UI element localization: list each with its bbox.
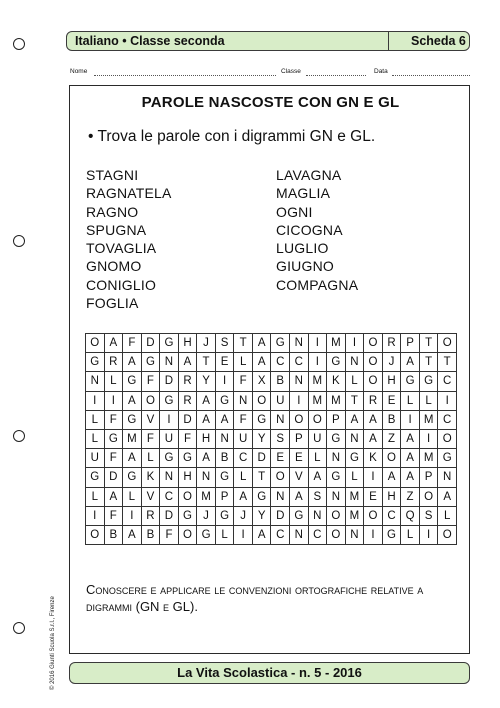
- grid-row: [86, 372, 457, 391]
- grid-cell[interactable]: G: [160, 391, 179, 410]
- grid-cell[interactable]: M: [419, 410, 438, 429]
- grid-cell[interactable]: G: [160, 334, 179, 353]
- word-list-left: [86, 166, 172, 312]
- grid-cell[interactable]: G: [123, 468, 142, 487]
- grid-cell[interactable]: A: [197, 410, 216, 429]
- grid-cell[interactable]: O: [364, 353, 383, 372]
- grid-cell[interactable]: C: [382, 506, 401, 525]
- grid-cell[interactable]: A: [345, 410, 364, 429]
- grid-cell[interactable]: G: [197, 525, 216, 544]
- grid-cell[interactable]: P: [327, 410, 346, 429]
- grid-cell[interactable]: X: [252, 372, 271, 391]
- grid-cell[interactable]: T: [438, 353, 457, 372]
- grid-cell[interactable]: I: [308, 334, 327, 353]
- grid-cell[interactable]: G: [123, 372, 142, 391]
- grid-cell[interactable]: G: [382, 525, 401, 544]
- list-right-word: COMPAGNA: [276, 276, 359, 293]
- grid-cell[interactable]: Z: [382, 429, 401, 448]
- grid-cell[interactable]: C: [438, 410, 457, 429]
- grid-cell[interactable]: G: [327, 353, 346, 372]
- grid-cell[interactable]: N: [345, 429, 364, 448]
- grid-cell[interactable]: O: [252, 391, 271, 410]
- grid-cell[interactable]: O: [308, 410, 327, 429]
- grid-cell[interactable]: Y: [197, 372, 216, 391]
- grid-row: [86, 353, 457, 372]
- grid-cell[interactable]: C: [271, 525, 290, 544]
- grid-cell[interactable]: A: [197, 449, 216, 468]
- grid-cell[interactable]: I: [215, 372, 234, 391]
- list-left-word: RAGNO: [86, 203, 139, 220]
- grid-cell[interactable]: G: [419, 372, 438, 391]
- grid-cell[interactable]: T: [419, 334, 438, 353]
- grid-cell[interactable]: A: [364, 429, 383, 448]
- grid-cell[interactable]: M: [419, 449, 438, 468]
- grid-cell[interactable]: O: [178, 525, 197, 544]
- grid-cell[interactable]: C: [438, 372, 457, 391]
- grid-cell[interactable]: V: [290, 468, 309, 487]
- grid-cell[interactable]: E: [215, 353, 234, 372]
- grid-cell[interactable]: A: [178, 353, 197, 372]
- exercise-instruction: • Trova le parole con i digrammi GN e GL.: [88, 128, 376, 145]
- copyright-text: © 2016 Giunti Scuola S.r.l., Firenze: [50, 596, 56, 690]
- name-field[interactable]: [94, 68, 276, 76]
- grid-cell[interactable]: L: [86, 487, 105, 506]
- grid-cell[interactable]: O: [290, 410, 309, 429]
- grid-cell[interactable]: K: [141, 468, 160, 487]
- grid-cell[interactable]: F: [234, 372, 253, 391]
- grid-cell[interactable]: L: [234, 468, 253, 487]
- word-list-right: [276, 166, 358, 294]
- grid-cell[interactable]: D: [178, 410, 197, 429]
- grid-cell[interactable]: P: [215, 487, 234, 506]
- grid-cell[interactable]: T: [197, 353, 216, 372]
- grid-cell[interactable]: O: [438, 334, 457, 353]
- subject-label: Italiano • Classe seconda: [75, 34, 225, 48]
- grid-cell[interactable]: Q: [401, 506, 420, 525]
- grid-cell[interactable]: U: [234, 429, 253, 448]
- grid-row: [86, 410, 457, 429]
- sheet-label: Scheda 6: [411, 34, 466, 48]
- grid-cell[interactable]: L: [401, 391, 420, 410]
- grid-cell[interactable]: M: [308, 391, 327, 410]
- grid-cell[interactable]: A: [401, 449, 420, 468]
- grid-cell[interactable]: I: [401, 410, 420, 429]
- date-label: Data: [374, 68, 388, 75]
- grid-cell[interactable]: Y: [252, 429, 271, 448]
- grid-cell[interactable]: C: [308, 525, 327, 544]
- grid-cell[interactable]: F: [104, 506, 123, 525]
- grid-cell[interactable]: N: [215, 429, 234, 448]
- grid-cell[interactable]: G: [401, 372, 420, 391]
- grid-cell[interactable]: N: [345, 353, 364, 372]
- grid-cell[interactable]: F: [104, 449, 123, 468]
- grid-cell[interactable]: C: [160, 487, 179, 506]
- grid-cell[interactable]: S: [271, 429, 290, 448]
- grid-cell[interactable]: O: [364, 506, 383, 525]
- grid-cell[interactable]: E: [271, 449, 290, 468]
- grid-cell[interactable]: A: [197, 391, 216, 410]
- grid-cell[interactable]: Z: [401, 487, 420, 506]
- grid-cell[interactable]: M: [327, 334, 346, 353]
- grid-cell[interactable]: L: [86, 429, 105, 448]
- grid-cell[interactable]: K: [327, 372, 346, 391]
- grid-cell[interactable]: G: [345, 449, 364, 468]
- punch-hole-middle-top: [13, 235, 25, 247]
- grid-cell[interactable]: L: [438, 506, 457, 525]
- grid-cell[interactable]: U: [271, 391, 290, 410]
- list-left-word: RAGNATELA: [86, 185, 172, 202]
- grid-cell[interactable]: A: [123, 391, 142, 410]
- grid-cell[interactable]: O: [364, 334, 383, 353]
- grid-cell[interactable]: K: [364, 449, 383, 468]
- name-label: Nome: [70, 68, 88, 75]
- grid-cell[interactable]: T: [252, 468, 271, 487]
- grid-cell[interactable]: O: [327, 506, 346, 525]
- grid-cell[interactable]: N: [160, 468, 179, 487]
- grid-cell[interactable]: I: [419, 525, 438, 544]
- grid-cell[interactable]: N: [327, 449, 346, 468]
- grid-cell[interactable]: O: [141, 391, 160, 410]
- grid-cell[interactable]: I: [290, 391, 309, 410]
- grid-cell[interactable]: O: [271, 468, 290, 487]
- grid-cell[interactable]: A: [382, 468, 401, 487]
- grid-cell[interactable]: N: [345, 525, 364, 544]
- class-field[interactable]: [306, 68, 366, 76]
- grid-cell[interactable]: G: [86, 468, 105, 487]
- grid-cell[interactable]: D: [271, 506, 290, 525]
- grid-cell[interactable]: H: [178, 334, 197, 353]
- grid-cell[interactable]: C: [290, 353, 309, 372]
- learning-objective: [86, 582, 458, 615]
- grid-cell[interactable]: M: [123, 429, 142, 448]
- grid-cell[interactable]: S: [308, 487, 327, 506]
- grid-cell[interactable]: G: [178, 506, 197, 525]
- grid-cell[interactable]: A: [401, 353, 420, 372]
- grid-cell[interactable]: I: [160, 410, 179, 429]
- grid-row: [86, 449, 457, 468]
- grid-cell[interactable]: G: [215, 506, 234, 525]
- grid-cell[interactable]: B: [271, 372, 290, 391]
- grid-cell[interactable]: P: [290, 429, 309, 448]
- grid-cell[interactable]: N: [438, 468, 457, 487]
- grid-cell[interactable]: I: [364, 525, 383, 544]
- grid-cell[interactable]: G: [104, 429, 123, 448]
- grid-cell[interactable]: F: [178, 429, 197, 448]
- grid-cell[interactable]: L: [345, 468, 364, 487]
- grid-cell[interactable]: A: [252, 334, 271, 353]
- grid-cell[interactable]: G: [86, 353, 105, 372]
- grid-cell[interactable]: H: [382, 372, 401, 391]
- grid-cell[interactable]: A: [123, 353, 142, 372]
- grid-cell[interactable]: J: [197, 334, 216, 353]
- grid-cell[interactable]: A: [215, 410, 234, 429]
- list-left-word: CONIGLIO: [86, 276, 157, 293]
- list-right-word: LUGLIO: [276, 240, 329, 257]
- grid-cell[interactable]: V: [141, 487, 160, 506]
- punch-hole-middle-bottom: [13, 430, 25, 442]
- grid-cell[interactable]: B: [104, 525, 123, 544]
- grid-cell[interactable]: A: [401, 468, 420, 487]
- grid-cell[interactable]: I: [234, 525, 253, 544]
- grid-cell[interactable]: D: [141, 334, 160, 353]
- list-left-word: STAGNI: [86, 167, 139, 183]
- grid-cell[interactable]: N: [327, 487, 346, 506]
- grid-cell[interactable]: U: [160, 429, 179, 448]
- grid-cell[interactable]: R: [178, 391, 197, 410]
- grid-cell[interactable]: A: [290, 487, 309, 506]
- grid-cell[interactable]: C: [271, 353, 290, 372]
- grid-cell[interactable]: U: [308, 429, 327, 448]
- grid-row: [86, 429, 457, 448]
- grid-cell[interactable]: A: [234, 487, 253, 506]
- grid-cell[interactable]: A: [104, 334, 123, 353]
- grid-cell[interactable]: L: [104, 372, 123, 391]
- grid-cell[interactable]: L: [308, 449, 327, 468]
- grid-cell[interactable]: I: [123, 506, 142, 525]
- grid-cell[interactable]: G: [215, 468, 234, 487]
- grid-cell[interactable]: N: [271, 487, 290, 506]
- grid-cell[interactable]: A: [308, 468, 327, 487]
- grid-cell[interactable]: I: [438, 391, 457, 410]
- grid-cell[interactable]: G: [141, 353, 160, 372]
- grid-cell[interactable]: O: [178, 487, 197, 506]
- grid-row: [86, 391, 457, 410]
- grid-cell[interactable]: G: [123, 410, 142, 429]
- grid-cell[interactable]: F: [104, 410, 123, 429]
- grid-cell[interactable]: O: [327, 525, 346, 544]
- grid-cell[interactable]: A: [401, 429, 420, 448]
- publication-label: La Vita Scolastica - n. 5 - 2016: [177, 665, 362, 680]
- grid-cell[interactable]: L: [234, 353, 253, 372]
- list-right-word: LAVAGNA: [276, 167, 342, 183]
- date-field[interactable]: [392, 68, 470, 76]
- list-left-word: FOGLIA: [86, 295, 139, 312]
- grid-cell[interactable]: R: [178, 372, 197, 391]
- grid-cell[interactable]: G: [327, 429, 346, 448]
- grid-cell[interactable]: Y: [252, 506, 271, 525]
- grid-cell[interactable]: D: [160, 372, 179, 391]
- grid-cell[interactable]: D: [160, 506, 179, 525]
- grid-cell[interactable]: L: [345, 372, 364, 391]
- grid-cell[interactable]: M: [197, 487, 216, 506]
- list-right-word: MAGLIA: [276, 185, 331, 202]
- list-left-word: GNOMO: [86, 258, 142, 275]
- grid-cell[interactable]: T: [345, 391, 364, 410]
- grid-cell[interactable]: I: [364, 468, 383, 487]
- grid-cell[interactable]: U: [86, 449, 105, 468]
- grid-cell[interactable]: F: [234, 410, 253, 429]
- grid-cell[interactable]: A: [364, 410, 383, 429]
- exercise-box: [69, 85, 470, 654]
- header-bar: [66, 31, 470, 51]
- grid-cell[interactable]: N: [290, 334, 309, 353]
- grid-cell[interactable]: B: [382, 410, 401, 429]
- grid-cell[interactable]: S: [215, 334, 234, 353]
- grid-row: [86, 334, 457, 353]
- grid-cell[interactable]: A: [104, 487, 123, 506]
- grid-cell[interactable]: E: [382, 391, 401, 410]
- grid-cell[interactable]: L: [401, 525, 420, 544]
- grid-cell[interactable]: N: [271, 410, 290, 429]
- grid-cell[interactable]: R: [382, 334, 401, 353]
- punch-hole-top: [13, 38, 25, 50]
- grid-cell[interactable]: L: [86, 410, 105, 429]
- grid-cell[interactable]: O: [364, 372, 383, 391]
- grid-cell[interactable]: L: [419, 391, 438, 410]
- grid-row: [86, 525, 457, 544]
- grid-cell[interactable]: N: [290, 525, 309, 544]
- grid-cell[interactable]: L: [123, 487, 142, 506]
- grid-cell[interactable]: O: [419, 487, 438, 506]
- grid-cell[interactable]: I: [104, 391, 123, 410]
- grid-cell[interactable]: H: [178, 468, 197, 487]
- grid-cell[interactable]: N: [86, 372, 105, 391]
- list-right-word: CICOGNA: [276, 221, 343, 238]
- grid-cell[interactable]: R: [364, 391, 383, 410]
- grid-cell[interactable]: A: [252, 353, 271, 372]
- grid-cell[interactable]: D: [104, 468, 123, 487]
- grid-cell[interactable]: L: [215, 525, 234, 544]
- grid-cell[interactable]: O: [382, 449, 401, 468]
- grid-row: [86, 506, 457, 525]
- grid-cell[interactable]: T: [419, 353, 438, 372]
- grid-cell[interactable]: T: [234, 334, 253, 353]
- grid-cell[interactable]: I: [345, 334, 364, 353]
- grid-cell[interactable]: P: [419, 468, 438, 487]
- grid-cell[interactable]: M: [327, 391, 346, 410]
- grid-cell[interactable]: I: [86, 506, 105, 525]
- grid-cell[interactable]: P: [401, 334, 420, 353]
- grid-cell[interactable]: F: [141, 372, 160, 391]
- grid-cell[interactable]: J: [197, 506, 216, 525]
- grid-cell[interactable]: N: [234, 391, 253, 410]
- word-search-grid: [85, 333, 457, 545]
- class-label: Classe: [281, 68, 301, 75]
- grid-cell[interactable]: A: [123, 525, 142, 544]
- grid-cell[interactable]: I: [86, 391, 105, 410]
- list-left-word: SPUGNA: [86, 221, 147, 238]
- grid-cell[interactable]: O: [86, 525, 105, 544]
- grid-cell[interactable]: G: [215, 391, 234, 410]
- exercise-title: PAROLE NASCOSTE CON GN E GL: [141, 94, 400, 111]
- grid-cell[interactable]: N: [290, 372, 309, 391]
- list-right-word: GIUGNO: [276, 258, 334, 275]
- grid-cell[interactable]: G: [438, 449, 457, 468]
- grid-cell[interactable]: R: [104, 353, 123, 372]
- grid-cell[interactable]: G: [271, 334, 290, 353]
- grid-cell[interactable]: E: [290, 449, 309, 468]
- punch-hole-bottom: [13, 622, 25, 634]
- learning-objective-text: Conoscere e applicare le convenzioni ortografiche relative a digrammi (GN e GL).: [86, 582, 424, 614]
- grid-cell[interactable]: J: [234, 506, 253, 525]
- grid-cell[interactable]: F: [160, 525, 179, 544]
- grid-cell[interactable]: E: [364, 487, 383, 506]
- grid-cell[interactable]: C: [234, 449, 253, 468]
- list-right-word: OGNI: [276, 203, 313, 220]
- grid-row: [86, 487, 457, 506]
- list-left-word: TOVAGLIA: [86, 240, 157, 257]
- grid-cell[interactable]: O: [438, 525, 457, 544]
- grid-cell[interactable]: F: [123, 334, 142, 353]
- grid-cell[interactable]: A: [438, 487, 457, 506]
- grid-cell[interactable]: A: [123, 449, 142, 468]
- grid-cell[interactable]: B: [215, 449, 234, 468]
- grid-cell[interactable]: G: [290, 506, 309, 525]
- grid-cell[interactable]: M: [345, 506, 364, 525]
- grid-cell[interactable]: R: [141, 506, 160, 525]
- grid-cell[interactable]: G: [178, 449, 197, 468]
- footer-bar: [69, 662, 470, 684]
- grid-cell[interactable]: N: [308, 506, 327, 525]
- grid-cell[interactable]: M: [345, 487, 364, 506]
- grid-cell[interactable]: D: [252, 449, 271, 468]
- grid-cell[interactable]: H: [382, 487, 401, 506]
- grid-cell[interactable]: J: [382, 353, 401, 372]
- grid-row: [86, 468, 457, 487]
- grid-cell[interactable]: B: [141, 525, 160, 544]
- grid-cell[interactable]: G: [252, 487, 271, 506]
- grid-cell[interactable]: G: [252, 410, 271, 429]
- grid-cell[interactable]: G: [327, 468, 346, 487]
- grid-cell[interactable]: M: [308, 372, 327, 391]
- grid-cell[interactable]: S: [419, 506, 438, 525]
- grid-cell[interactable]: L: [141, 449, 160, 468]
- grid-cell[interactable]: G: [160, 449, 179, 468]
- grid-cell[interactable]: N: [197, 468, 216, 487]
- grid-cell[interactable]: H: [197, 429, 216, 448]
- grid-cell[interactable]: I: [308, 353, 327, 372]
- grid-cell[interactable]: A: [252, 525, 271, 544]
- header-divider: [388, 32, 389, 50]
- grid-cell[interactable]: N: [160, 353, 179, 372]
- grid-cell[interactable]: O: [86, 334, 105, 353]
- grid-cell[interactable]: F: [141, 429, 160, 448]
- grid-cell[interactable]: O: [438, 429, 457, 448]
- grid-cell[interactable]: I: [419, 429, 438, 448]
- grid-cell[interactable]: V: [141, 410, 160, 429]
